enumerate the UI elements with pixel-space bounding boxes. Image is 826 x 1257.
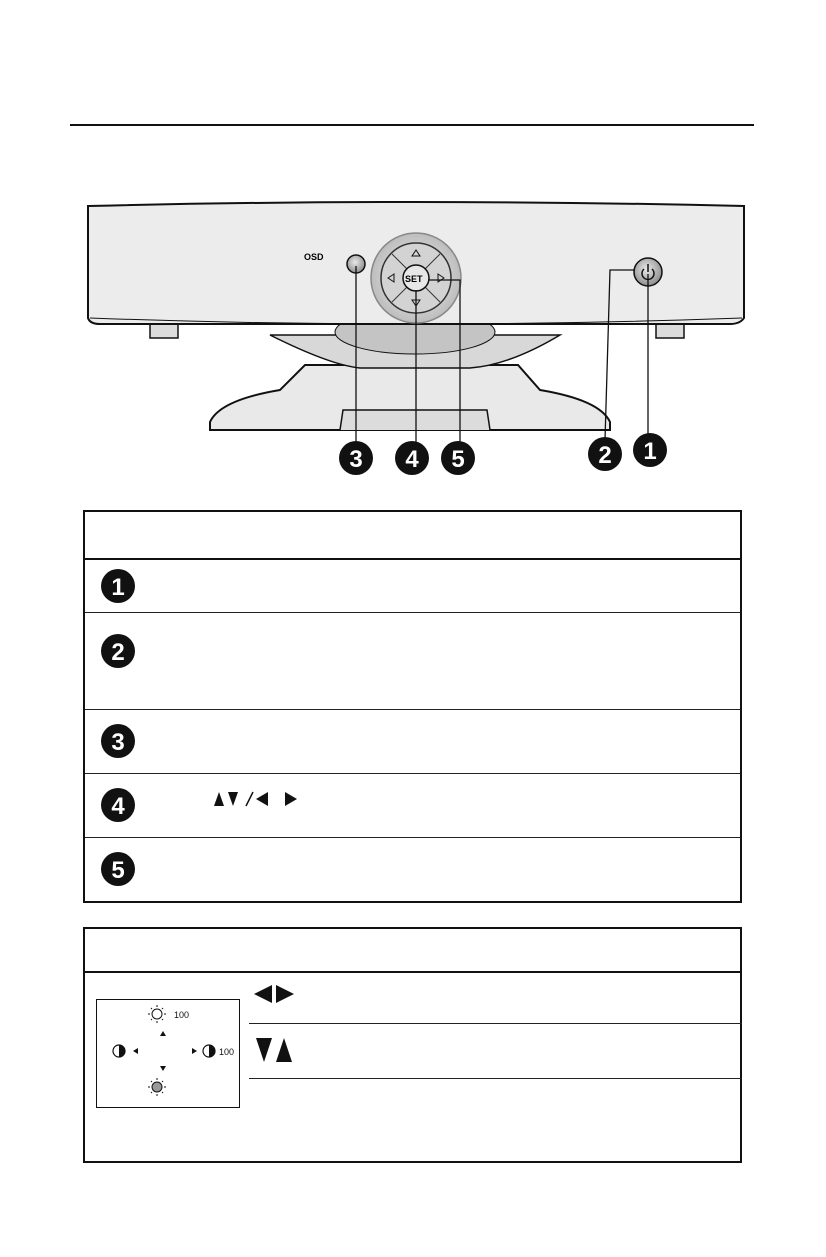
table-row-direction-buttons: [85, 774, 740, 838]
table-row-left-right-arrows: [249, 971, 742, 1024]
top-rule: [70, 124, 754, 126]
table-row-down-up-arrows: [249, 1024, 742, 1079]
svg-text:1: 1: [111, 574, 125, 601]
contrast-left-icon: [113, 1045, 125, 1057]
table-row-blank: [249, 1079, 742, 1159]
down-up-arrows-icon: [256, 1038, 300, 1062]
direct-access-table-header: [85, 929, 740, 973]
table-row-osd-button: [85, 710, 740, 774]
brightness-value: 100: [174, 1010, 190, 1020]
number-2-icon: [100, 633, 136, 669]
svg-text:2: 2: [598, 442, 612, 469]
svg-text:1: 1: [643, 438, 657, 465]
number-1-icon: [100, 568, 136, 604]
number-3-icon: [100, 723, 136, 759]
svg-text:4: 4: [111, 793, 125, 820]
number-4-icon: [100, 787, 136, 823]
svg-text:2: 2: [111, 639, 125, 666]
osd-label: OSD: [304, 252, 324, 262]
contrast-right-icon: [203, 1045, 215, 1057]
up-down-left-right-arrows-icon: [213, 791, 301, 807]
svg-text:3: 3: [111, 729, 125, 756]
svg-text:3: 3: [349, 446, 363, 473]
table-row-set-button: [85, 838, 740, 901]
controls-table-header: [85, 512, 740, 560]
brightness-low-icon: [148, 1078, 166, 1096]
brightness-icon: [148, 1005, 166, 1023]
svg-text:5: 5: [111, 857, 125, 884]
left-right-arrows-icon: [254, 985, 298, 1003]
monitor-front-illustration: [60, 190, 760, 480]
svg-text:4: 4: [405, 446, 419, 473]
svg-text:5: 5: [451, 446, 465, 473]
table-row-power-indicator: [85, 613, 740, 710]
number-5-icon: [100, 851, 136, 887]
brightness-contrast-osd-diagram: [96, 999, 240, 1108]
table-row-power-button: [85, 560, 740, 613]
controls-table: [83, 510, 742, 903]
svg-text:SET: SET: [405, 274, 423, 284]
contrast-value: 100: [219, 1047, 235, 1057]
direct-access-table: [83, 927, 742, 1163]
